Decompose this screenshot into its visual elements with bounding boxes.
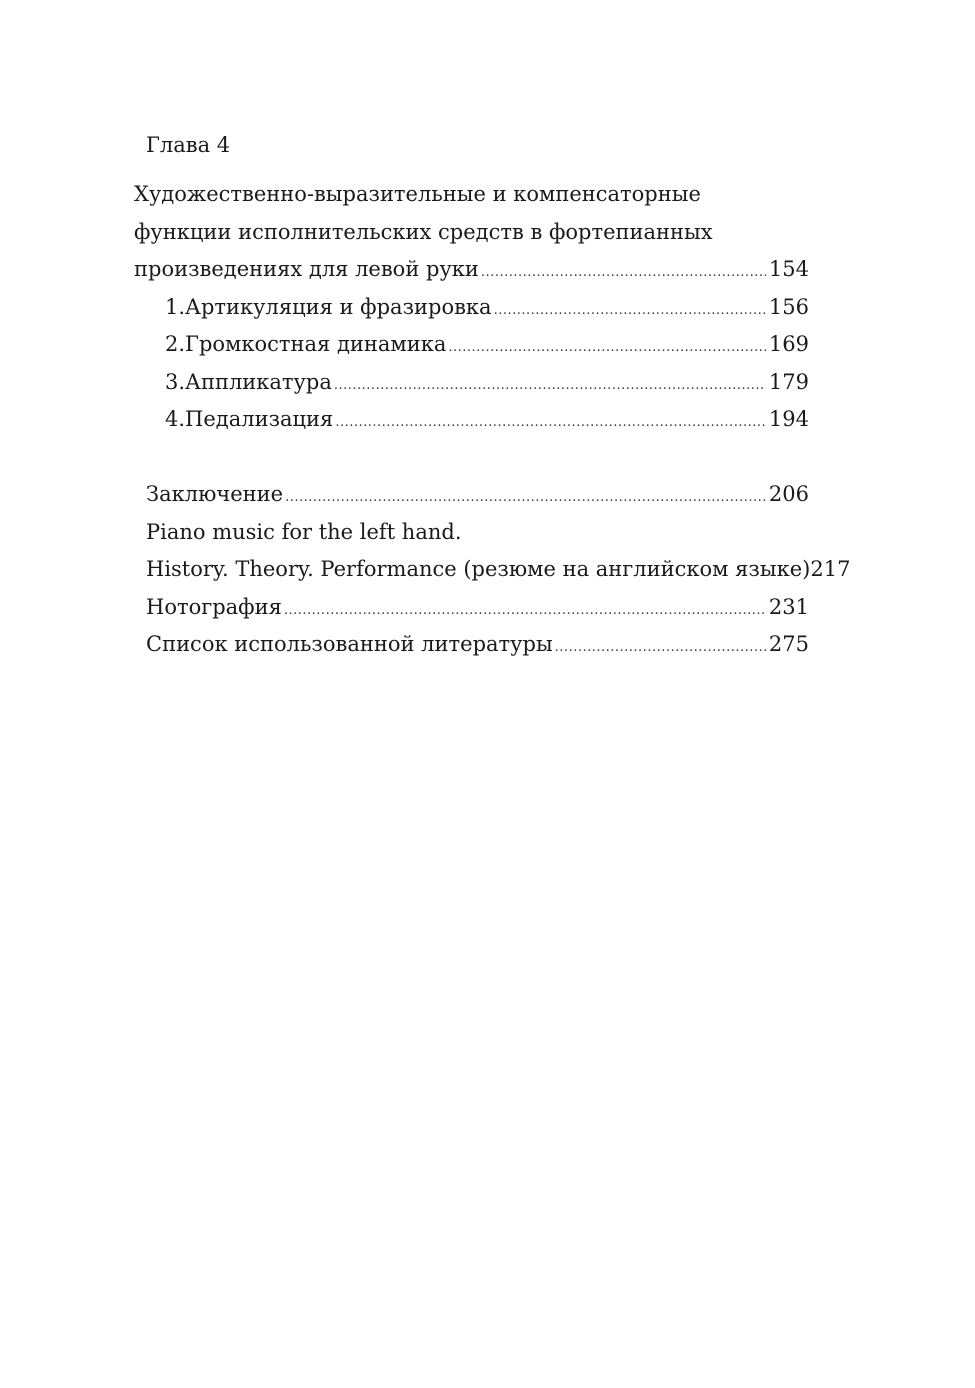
toc-entry-label: Заключение (146, 482, 284, 506)
dot-leader (285, 483, 766, 513)
toc-entry-section[interactable] (165, 292, 809, 322)
toc-entry-label: Педализация (185, 407, 334, 431)
dot-leader (555, 633, 766, 663)
section-number: 2. (165, 332, 186, 356)
chapter-title-line: Художественно-выразительные и компенсаторные (134, 182, 701, 206)
dot-leader (448, 333, 766, 363)
toc-page-number: 275 (768, 632, 809, 656)
chapter-title-line: функции исполнительских средств в фортепианных (134, 220, 713, 244)
toc-entry-summary-line: Piano music for the left hand. (146, 520, 462, 544)
toc-page-number: 156 (768, 295, 809, 319)
toc-entry-label: History. Theory. Performance (резюме на английском языке) (146, 557, 811, 581)
chapter-heading: Глава 4 (146, 133, 231, 157)
toc-entry-label: Список использованной литературы (146, 632, 553, 656)
toc-entry-label: Нотография (146, 595, 282, 619)
dot-leader (481, 258, 766, 288)
toc-page-number: 217 (810, 557, 851, 581)
toc-entry-chapter-title[interactable] (134, 254, 809, 284)
toc-entry-label: Громкостная динамика (185, 332, 447, 356)
section-number: 4. (165, 407, 186, 431)
dot-leader (335, 408, 766, 438)
dot-leader (334, 371, 766, 401)
toc-page-number: 231 (768, 595, 809, 619)
toc-entry-section[interactable] (165, 404, 809, 434)
toc-entry-section[interactable] (165, 367, 809, 397)
toc-page-number: 194 (768, 407, 809, 431)
toc-entry-notography[interactable] (146, 592, 809, 622)
toc-page-number: 169 (768, 332, 809, 356)
dot-leader (494, 296, 766, 326)
toc-entry-section[interactable] (165, 329, 809, 359)
toc-entry-conclusion[interactable] (146, 479, 809, 509)
section-number: 3. (165, 370, 186, 394)
toc-entry-summary[interactable] (146, 554, 851, 584)
section-number: 1. (165, 295, 186, 319)
toc-entry-bibliography[interactable] (146, 629, 809, 659)
toc-page-number: 206 (768, 482, 809, 506)
dot-leader (284, 596, 766, 626)
toc-entry-label: произведениях для левой руки (134, 257, 479, 281)
toc-entry-label: Артикуляция и фразировка (185, 295, 492, 319)
toc-page-number: 154 (768, 257, 809, 281)
toc-entry-label: Аппликатура (185, 370, 332, 394)
toc-page-number: 179 (768, 370, 809, 394)
